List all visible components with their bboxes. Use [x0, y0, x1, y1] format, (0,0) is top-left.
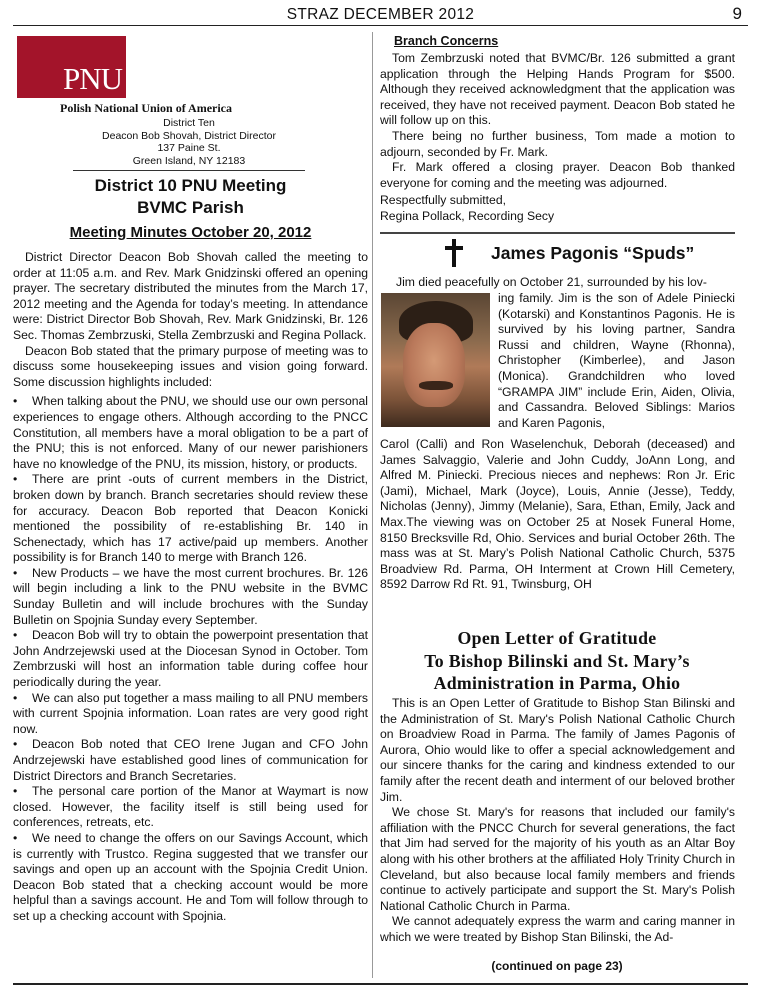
bottom-rule — [13, 983, 748, 985]
divider — [73, 170, 305, 171]
list-item: • We need to change the offers on our Savings Account, which is currently with Trustco. Regina suggested that we transfer our savings and open up an account with the Spojnia Credit Union. Deacon Bob stated that a checking account would be more helpful than a savings account. He and Tom will follow through to set up a checking account with Spojnia. — [13, 830, 368, 923]
continued-note: (continued on page 23) — [491, 959, 623, 973]
section-heading: Branch Concerns — [394, 34, 499, 48]
paragraph: We chose St. Mary's for reasons that included our family's affiliation with the PNCC Church for several generations, the fact that Jim had served for the majority of his youth as an Altar Boy along with his other brothers at the affiliated Holy Trinity Church in Cleveland, but also because local family members and friends continue to actively participate and support the St. Mary's Polish National Catholic Church in Parma. — [380, 805, 735, 913]
list-item: • Deacon Bob noted that CEO Irene Jugan and CFO John Andrzejewski have established good lines of communication for District Directors and Branch Secretaries. — [13, 737, 368, 783]
paragraph: Fr. Mark offered a closing prayer. Deacon Bob thanked everyone for coming and the meeting was adjourned. — [380, 160, 735, 190]
newspaper-title: STRAZ DECEMBER 2012 — [286, 6, 475, 23]
obituary-title: James Pagonis “Spuds” — [491, 243, 695, 263]
article-title — [13, 175, 368, 219]
page-number: 9 — [732, 4, 742, 23]
signoff-line: Respectfully submitted, — [380, 193, 506, 208]
title-line: BVMC Parish — [137, 198, 244, 217]
gratitude-title — [379, 627, 735, 695]
branch-concerns-body — [380, 51, 735, 225]
org-address — [73, 117, 305, 167]
photo-face — [403, 323, 465, 407]
address-line: 137 Paine St. — [157, 142, 221, 155]
column-divider — [372, 32, 373, 978]
discussion-list — [13, 394, 368, 924]
pnu-logo — [17, 36, 126, 98]
list-item: • The personal care portion of the Manor at Waymart is now closed. However, the facility itself is still being used for conferences, retreats, etc. — [13, 784, 368, 830]
signoff — [380, 193, 735, 224]
paragraph: District Director Deacon Bob Shovah called the meeting to order at 11:05 a.m. and Rev. Mark Gnidzinski offered an opening prayer. The secretary distributed the minutes from the March 17, 2012 meeting and the Agenda for today’s meeting. In attendance were: District Director Bob Shovah, Rev. Mark Gnidzinski, Br. 126 Sec. Thomas Zembrzuski, Stella Zembrzuski and Regina Pollack. — [13, 250, 368, 342]
list-item: • There are print -outs of current members in the District, broken down by branch. Branch secretaries should review these for accuracy. Deacon Bob reported that Deacon Konicki mentioned the possibility of re-establishing Br. 140 in Schenectady, which has 17 active/paid up members. Another possibility is for Branch 140 to merge with Branch 126. — [13, 472, 368, 565]
title-line: District 10 PNU Meeting — [94, 176, 287, 195]
list-item: • When talking about the PNU, we should use our own personal experiences to engage others. Although according to the PNCC Constitution, all members have a moral obligation to be a part of the PNU; this is not enforced. Many of our newer parishioners have no knowledge of the PNU, its mission, history, or products. — [13, 394, 368, 471]
page-header — [13, 4, 748, 26]
paragraph: We cannot adequately express the warm and caring manner in which we were treated by Bishop Stan Bilinski, the Ad- — [380, 914, 735, 944]
paragraph: There being no further business, Tom made a motion to adjourn, seconded by Fr. Mark. — [380, 128, 735, 159]
cross-icon — [445, 239, 463, 267]
list-item: • New Products – we have the most current brochures. Br. 126 will begin including a link to the PNU website in the BVMC Sunday Bulletin and will include brochures with the Sunday Bulletin on Spojnia Sunday every September. — [13, 565, 368, 627]
logo-text: PNU — [62, 61, 122, 96]
paragraph: Deacon Bob stated that the primary purpose of meeting was to discuss some housekeeping issues and vision going forward. Some discussion highlights included: — [13, 343, 368, 389]
title-line: To Bishop Bilinski and St. Mary’s — [424, 650, 690, 671]
list-item: • We can also put together a mass mailing to all PNU members with current Spojnia information. Loan rates are very good right now. — [13, 690, 368, 736]
article-subtitle: Meeting Minutes October 20, 2012 — [69, 224, 312, 241]
photo-mustache — [419, 381, 453, 390]
section-divider — [380, 232, 735, 234]
address-line: Deacon Bob Shovah, District Director — [102, 129, 276, 142]
title-line: Administration in Parma, Ohio — [433, 673, 681, 693]
article-body — [13, 250, 368, 925]
org-name: Polish National Union of America — [60, 101, 233, 115]
signoff-line: Regina Pollack, Recording Secy — [380, 208, 555, 223]
obituary-wrap-text: ing family. Jim is the son of Adele Piniecki (Kotarski) and Konstantinos Pagonis. He is survived by his loving partner, Sandra Russi and children, Wayne (Rhonna), Christopher (Kimberlee), and Jason (Monica). Grandchildren who loved “GRAMPA JIM” include Erin, Aiden, Olivia, and Cassandra. Beloved Siblings: Marios and Karen Pagonis, — [498, 291, 735, 430]
address-line: District Ten — [163, 117, 215, 129]
address-line: Green Island, NY 12183 — [132, 154, 246, 167]
list-item: • Deacon Bob will try to obtain the powerpoint presentation that John Andrzejewski used at the Diocesan Synod in October. Tom Zembrzuski will host an information table during coffee hour periodically during the year. — [13, 628, 368, 690]
paragraph: Tom Zembrzuski noted that BVMC/Br. 126 submitted a grant application through the Helping Hands Program for $500. Although they received acknowledgment that the application was received, they have not received payment. Deacon Bob stated he will follow up on this. — [380, 51, 735, 128]
gratitude-body — [380, 696, 735, 946]
title-line: Open Letter of Gratitude — [457, 628, 657, 648]
obituary-photo — [381, 293, 490, 427]
obituary-first-line: Jim died peacefully on October 21, surrounded by his lov- — [396, 275, 707, 289]
paragraph: This is an Open Letter of Gratitude to Bishop Stan Bilinski and the Administration of St. Mary's Polish National Catholic Church on Broadview Road in Parma. The family of James Pagonis of Aurora, Ohio would like to offer a special acknowledgement and our sincere thanks for the caring and kindness extended to our family after the recent death and interment of our beloved brother Jim. — [380, 696, 735, 804]
obituary-body: Carol (Calli) and Ron Waselenchuk, Deborah (deceased) and James Salvaggio, Valerie and John Cuddy, JoAnn Long, and Alfred M. Piniecki. Precious nieces and nephews: Ron Jr. Eric (Jami), Michael, Mark (Joyce), Louis, Annie (Jesse), Teddy, Nicholas (Jenny), Jimmy (Melanie), Sara, Ethan, Emily, Jack and Max.The viewing was on October 25 at Nosek Funeral Home, 8150 Brecksville Rd, Ohio. Services and burial October 26th. The mass was at St. Mary’s Polish National Catholic Church, 5375 Broadview Rd. Parma, OH Interment at Crown Hill Cemetery, 8592 Darrow Rd Rt. 91, Twinsburg, OH — [380, 437, 735, 592]
